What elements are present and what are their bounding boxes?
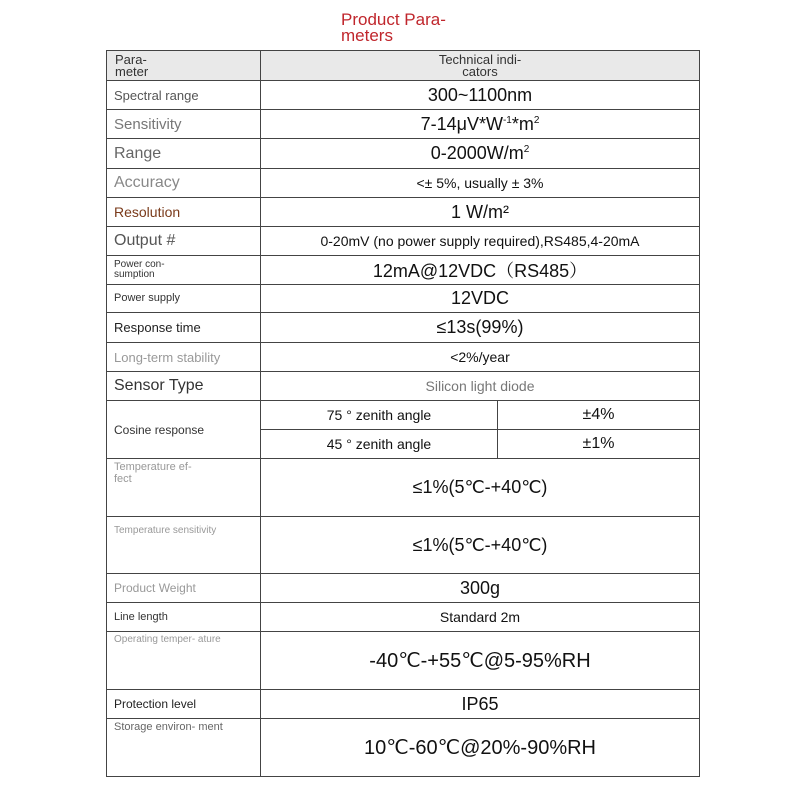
label-sensor-type: Sensor Type xyxy=(107,372,261,401)
header-parameter: Para- meter xyxy=(107,51,261,81)
label-product-weight: Product Weight xyxy=(107,574,261,603)
value-product-weight: 300g xyxy=(261,574,700,603)
label-cosine-response: Cosine response xyxy=(107,401,261,459)
value-line-length: Standard 2m xyxy=(261,603,700,632)
label-power-supply: Power supply xyxy=(107,285,261,313)
sensitivity-mid: *m xyxy=(511,113,534,134)
label-long-term-stability: Long-term stability xyxy=(107,343,261,372)
label-power-consumption: Power con- sumption xyxy=(107,256,261,285)
table-row xyxy=(107,256,700,285)
table-row xyxy=(107,285,700,313)
table-row xyxy=(107,690,700,719)
range-main: 0-2000W/m xyxy=(430,143,524,163)
value-power-consumption: 12mA@12VDC（RS485） xyxy=(261,256,700,285)
label-resolution: Resolution xyxy=(107,198,261,227)
parameters-table xyxy=(106,50,700,777)
table-row xyxy=(107,459,700,517)
value-temperature-sensitivity: ≤1%(5℃-+40℃) xyxy=(261,517,700,574)
value-output: 0-20mV (no power supply required),RS485,4-20mA xyxy=(261,227,700,256)
label-temperature-effect: Temperature ef- fect xyxy=(107,459,261,517)
value-sensor-type: Silicon light diode xyxy=(261,372,700,401)
table-row xyxy=(107,169,700,198)
cosine-angle-45: 45 ° zenith angle xyxy=(261,430,498,459)
table-row xyxy=(107,632,700,690)
sensitivity-main: 7-14μV*W xyxy=(420,113,503,134)
value-resolution: 1 W/m² xyxy=(261,198,700,227)
label-storage-environment: Storage environ- ment xyxy=(107,719,261,777)
label-accuracy: Accuracy xyxy=(107,169,261,198)
sensitivity-sup2: 2 xyxy=(533,114,540,126)
table-row xyxy=(107,372,700,401)
table-row xyxy=(107,139,700,169)
value-power-supply: 12VDC xyxy=(261,285,700,313)
value-long-term-stability: <2%/year xyxy=(261,343,700,372)
table-row xyxy=(107,719,700,777)
value-spectral-range: 300~1100nm xyxy=(261,81,700,110)
page-title: Product Para- meters xyxy=(341,10,446,45)
cosine-value-75: ±4% xyxy=(498,401,700,430)
table-row xyxy=(107,110,700,139)
value-protection-level: IP65 xyxy=(261,690,700,719)
value-temperature-effect: ≤1%(5℃-+40℃) xyxy=(261,459,700,517)
label-sensitivity: Sensitivity xyxy=(107,110,261,139)
value-response-time: ≤13s(99%) xyxy=(261,313,700,343)
label-operating-temperature: Operating temper- ature xyxy=(107,632,261,690)
range-sup: 2 xyxy=(523,144,530,155)
value-range xyxy=(261,139,700,169)
header-technical-indicators: Technical indi- cators xyxy=(261,51,700,81)
label-response-time: Response time xyxy=(107,313,261,343)
table-row xyxy=(107,198,700,227)
label-output: Output # xyxy=(107,227,261,256)
value-sensitivity xyxy=(261,110,700,139)
table-row xyxy=(107,517,700,574)
cosine-value-45: ±1% xyxy=(498,430,700,459)
table-row xyxy=(107,603,700,632)
table-row xyxy=(107,401,700,430)
sensitivity-sup1: -1 xyxy=(502,114,512,126)
label-range: Range xyxy=(107,139,261,169)
value-storage-environment: 10℃-60℃@20%-90%RH xyxy=(261,719,700,777)
table-row xyxy=(107,574,700,603)
label-spectral-range: Spectral range xyxy=(107,81,261,110)
label-protection-level: Protection level xyxy=(107,690,261,719)
label-line-length: Line length xyxy=(107,603,261,632)
value-accuracy: <± 5%, usually ± 3% xyxy=(261,169,700,198)
cosine-angle-75: 75 ° zenith angle xyxy=(261,401,498,430)
table-row xyxy=(107,313,700,343)
table-row xyxy=(107,81,700,110)
table-header-row xyxy=(107,51,700,81)
value-operating-temperature: -40℃-+55℃@5-95%RH xyxy=(261,632,700,690)
table-row xyxy=(107,343,700,372)
table-row xyxy=(107,227,700,256)
label-temperature-sensitivity: Temperature sensitivity xyxy=(107,517,261,574)
